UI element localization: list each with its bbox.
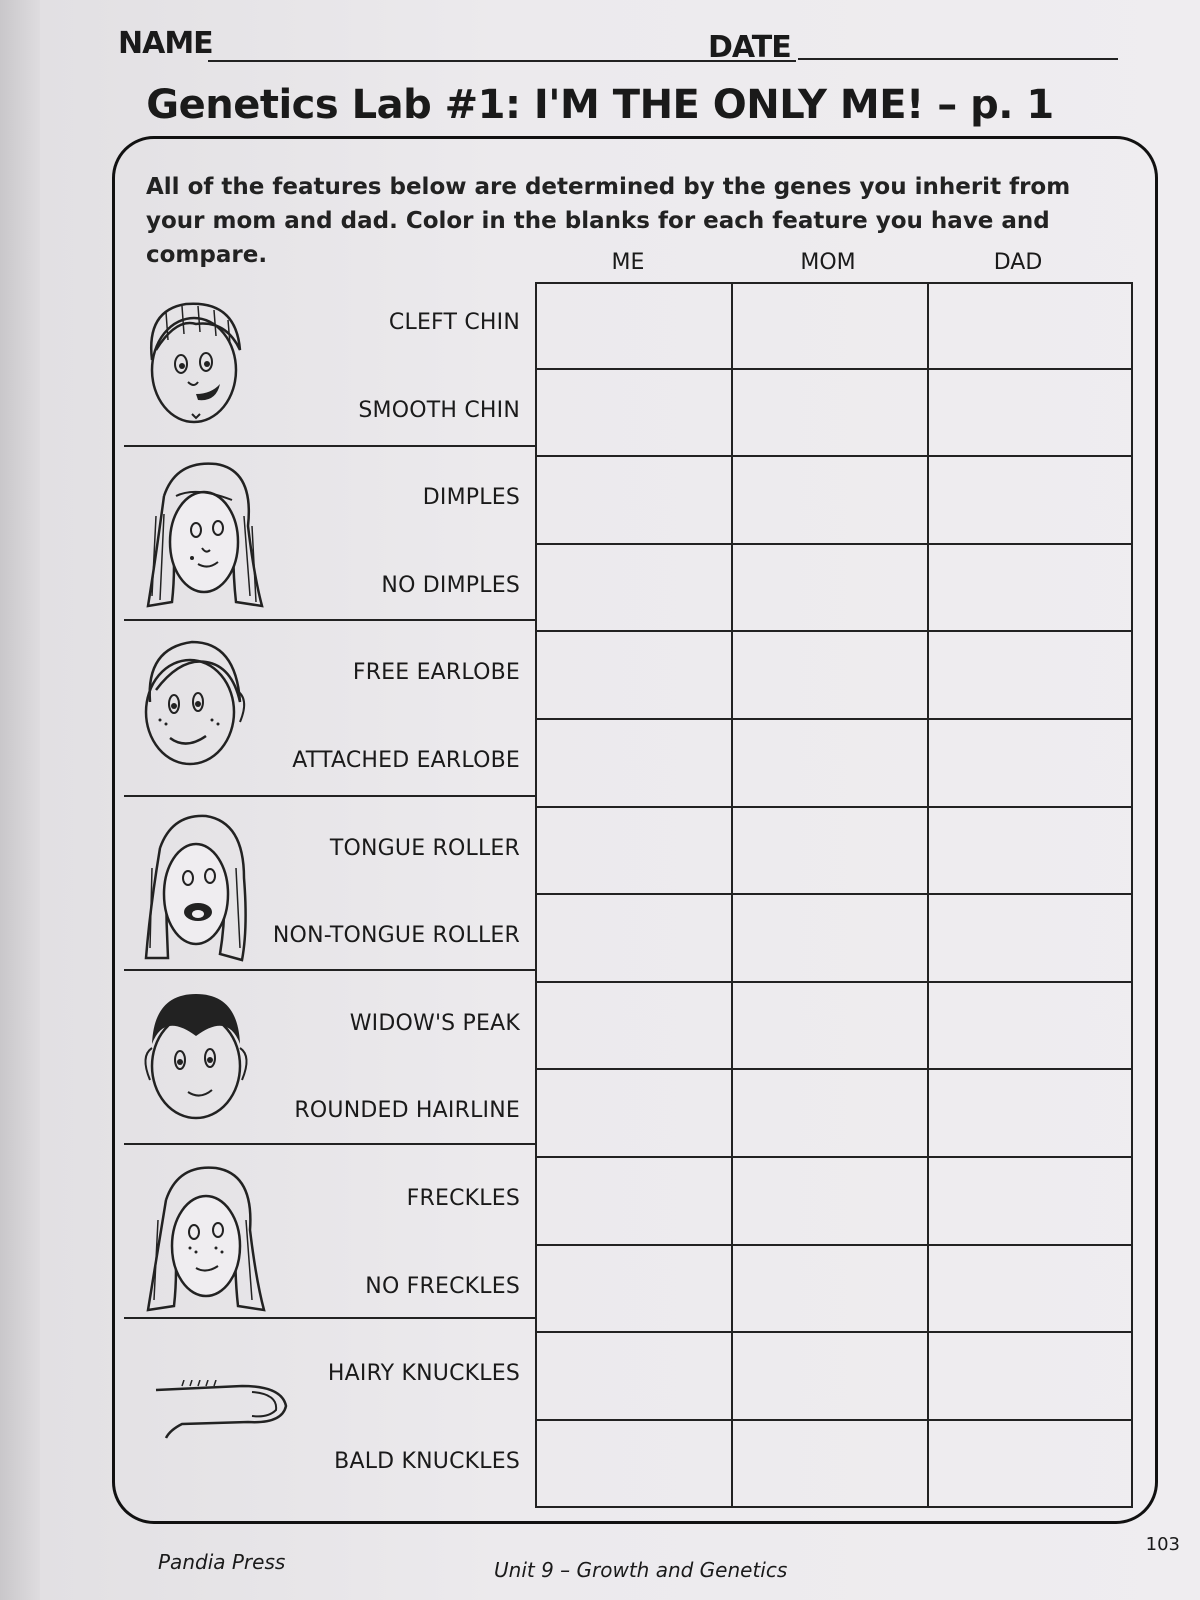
- finger-icon: [152, 1380, 292, 1440]
- trait-cell-dad[interactable]: [927, 282, 1133, 370]
- group-divider: [124, 445, 535, 447]
- name-label: NAME: [118, 26, 213, 61]
- trait-cell-dad[interactable]: [927, 893, 1133, 983]
- trait-cell-me[interactable]: [535, 718, 733, 808]
- trait-cell-dad[interactable]: [927, 1156, 1133, 1246]
- trait-cell-mom[interactable]: [731, 1331, 929, 1421]
- worksheet-title: Genetics Lab #1: I'M THE ONLY ME! – p. 1: [146, 82, 1054, 128]
- page-number: 103: [1145, 1534, 1180, 1555]
- trait-cell-me[interactable]: [535, 368, 733, 458]
- trait-cell-mom[interactable]: [731, 1068, 929, 1158]
- group-divider: [124, 969, 535, 971]
- trait-cell-mom[interactable]: [731, 368, 929, 458]
- group-divider: [124, 619, 535, 621]
- boy-face-icon: [136, 290, 256, 440]
- trait-label: DIMPLES: [422, 485, 520, 511]
- trait-label: WIDOW'S PEAK: [349, 1010, 520, 1036]
- trait-cell-mom[interactable]: [731, 893, 929, 983]
- trait-grid: [535, 282, 1139, 1508]
- trait-cell-mom[interactable]: [731, 1244, 929, 1334]
- widows-peak-face-icon: [138, 984, 258, 1134]
- trait-cell-dad[interactable]: [927, 543, 1133, 633]
- freckled-boy-face-icon: [136, 632, 256, 782]
- trait-label: TONGUE ROLLER: [329, 835, 520, 861]
- trait-cell-me[interactable]: [535, 543, 733, 633]
- trait-label: SMOOTH CHIN: [358, 397, 520, 423]
- trait-cell-dad[interactable]: [927, 630, 1133, 720]
- trait-label: ROUNDED HAIRLINE: [294, 1098, 520, 1124]
- column-header-mom: MOM: [800, 250, 856, 275]
- trait-cell-me[interactable]: [535, 630, 733, 720]
- trait-cell-mom[interactable]: [731, 455, 929, 545]
- trait-cell-me[interactable]: [535, 806, 733, 896]
- trait-cell-mom[interactable]: [731, 1419, 929, 1509]
- instructions-text: All of the features below are determined by the genes you inherit from your mom and dad. Color in the blanks for each feature you have and compare.: [146, 174, 1071, 268]
- trait-label: CLEFT CHIN: [388, 310, 520, 335]
- trait-label: BALD KNUCKLES: [334, 1448, 520, 1474]
- trait-cell-me[interactable]: [535, 893, 733, 983]
- trait-cell-dad[interactable]: [927, 1419, 1133, 1509]
- girl-tongue-face-icon: [136, 808, 256, 968]
- trait-cell-mom[interactable]: [731, 806, 929, 896]
- trait-cell-mom[interactable]: [731, 543, 929, 633]
- column-header-dad: DAD: [993, 250, 1043, 275]
- trait-cell-dad[interactable]: [927, 1068, 1133, 1158]
- trait-label: NO DIMPLES: [381, 572, 520, 598]
- trait-cell-mom[interactable]: [731, 282, 929, 370]
- trait-cell-me[interactable]: [535, 981, 733, 1071]
- trait-cell-mom[interactable]: [731, 981, 929, 1071]
- date-field[interactable]: [798, 58, 1118, 60]
- group-divider: [124, 1143, 535, 1145]
- trait-cell-dad[interactable]: [927, 1331, 1133, 1421]
- date-label: DATE: [708, 30, 791, 65]
- book-spine: [0, 0, 40, 1600]
- trait-label: HAIRY KNUCKLES: [327, 1361, 520, 1387]
- trait-label: FRECKLES: [406, 1186, 520, 1211]
- name-date-row: [78, 22, 1128, 65]
- trait-cell-dad[interactable]: [927, 368, 1133, 458]
- publisher-text: Pandia Press: [158, 1550, 286, 1574]
- trait-cell-me[interactable]: [535, 1331, 733, 1421]
- trait-cell-me[interactable]: [535, 282, 733, 370]
- trait-cell-mom[interactable]: [731, 718, 929, 808]
- trait-cell-dad[interactable]: [927, 981, 1133, 1071]
- trait-cell-me[interactable]: [535, 1419, 733, 1509]
- trait-cell-dad[interactable]: [927, 718, 1133, 808]
- trait-cell-dad[interactable]: [927, 1244, 1133, 1334]
- freckled-girl-face-icon: [136, 1160, 276, 1320]
- trait-cell-dad[interactable]: [927, 806, 1133, 896]
- trait-label: ATTACHED EARLOBE: [292, 748, 520, 773]
- trait-cell-me[interactable]: [535, 1244, 733, 1334]
- unit-text: Unit 9 – Growth and Genetics: [494, 1558, 788, 1582]
- trait-label: NON-TONGUE ROLLER: [272, 923, 520, 949]
- column-header-me: ME: [611, 250, 645, 275]
- trait-label: FREE EARLOBE: [352, 660, 520, 686]
- girl-face-icon: [136, 456, 276, 616]
- group-divider: [124, 795, 535, 797]
- trait-cell-me[interactable]: [535, 455, 733, 545]
- trait-cell-me[interactable]: [535, 1068, 733, 1158]
- trait-cell-mom[interactable]: [731, 1156, 929, 1246]
- trait-label: NO FRECKLES: [365, 1273, 520, 1299]
- trait-cell-me[interactable]: [535, 1156, 733, 1246]
- trait-cell-dad[interactable]: [927, 455, 1133, 545]
- trait-cell-mom[interactable]: [731, 630, 929, 720]
